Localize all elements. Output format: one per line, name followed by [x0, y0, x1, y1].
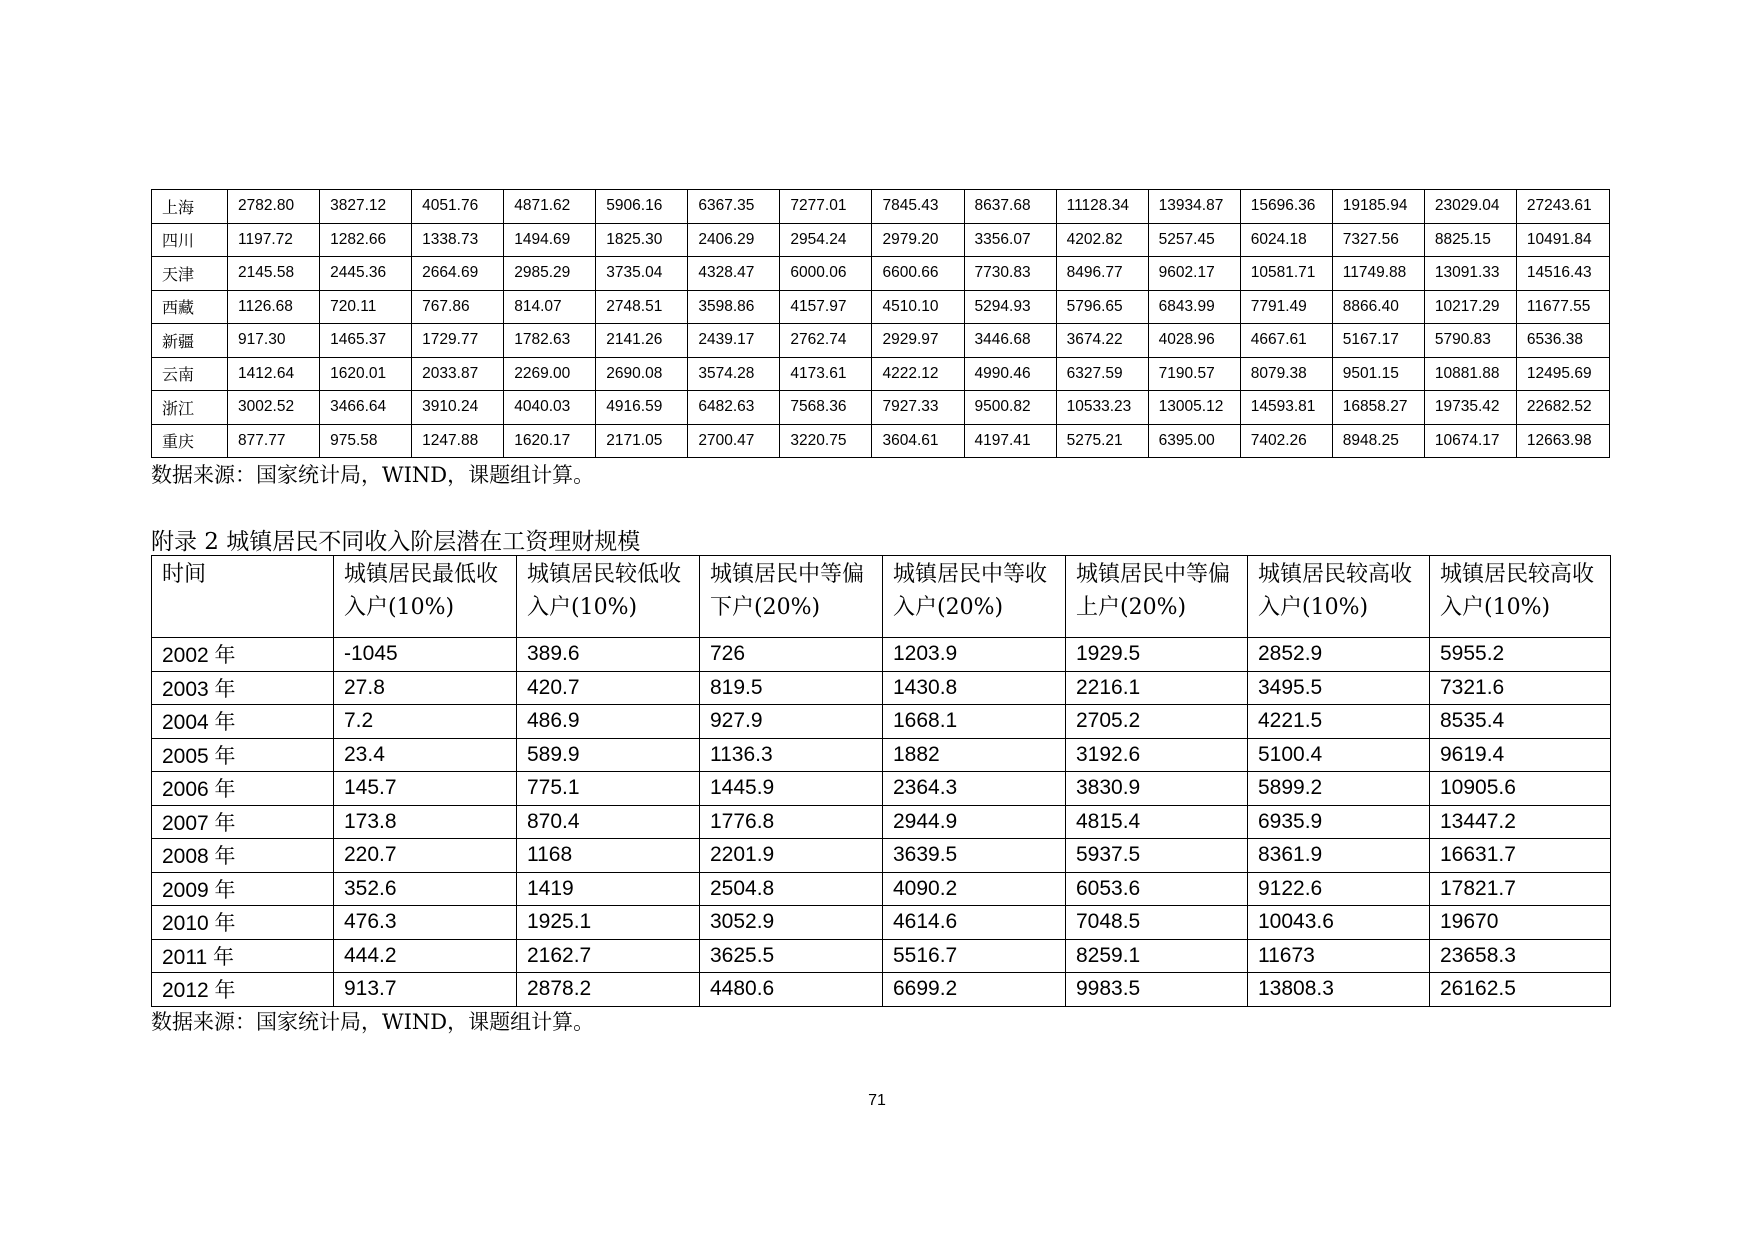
- table-cell: 9500.82: [964, 391, 1056, 425]
- table-cell: 2141.26: [596, 324, 688, 358]
- table-cell: 6024.18: [1240, 223, 1332, 257]
- table-cell: 1494.69: [504, 223, 596, 257]
- table-cell: 5294.93: [964, 290, 1056, 324]
- table-cell: 10217.29: [1424, 290, 1516, 324]
- table-row: [152, 906, 1611, 940]
- table-cell: 10674.17: [1424, 424, 1516, 458]
- province-name: 重庆: [152, 424, 228, 458]
- table-cell: 4040.03: [504, 391, 596, 425]
- table-cell: 2979.20: [872, 223, 964, 257]
- table-cell: 10581.71: [1240, 257, 1332, 291]
- table-cell: 1925.1: [517, 906, 700, 940]
- table-cell: 3910.24: [412, 391, 504, 425]
- table-cell: 16858.27: [1332, 391, 1424, 425]
- table-cell: 3674.22: [1056, 324, 1148, 358]
- table-cell: 145.7: [334, 772, 517, 806]
- table-cell: 4221.5: [1248, 705, 1430, 739]
- table-cell: 4667.61: [1240, 324, 1332, 358]
- province-name: 四川: [152, 223, 228, 257]
- table-cell: 2690.08: [596, 357, 688, 391]
- table-cell: 1430.8: [883, 671, 1066, 705]
- table-cell: 2748.51: [596, 290, 688, 324]
- table-cell: 5796.65: [1056, 290, 1148, 324]
- table-cell: 4028.96: [1148, 324, 1240, 358]
- table-cell: 19670: [1430, 906, 1611, 940]
- table-cell: 1445.9: [700, 772, 883, 806]
- table-cell: 2504.8: [700, 872, 883, 906]
- table-cell: 927.9: [700, 705, 883, 739]
- table-row: [152, 839, 1611, 873]
- table-cell: 476.3: [334, 906, 517, 940]
- table-cell: 6053.6: [1066, 872, 1248, 906]
- table-cell: 870.4: [517, 805, 700, 839]
- table-row: [152, 324, 1610, 358]
- column-header: [152, 556, 334, 638]
- column-header: [334, 556, 517, 638]
- table-cell: 5899.2: [1248, 772, 1430, 806]
- table-cell: 1882: [883, 738, 1066, 772]
- province-name: 浙江: [152, 391, 228, 425]
- table-cell: 13934.87: [1148, 190, 1240, 224]
- table-cell: 1465.37: [320, 324, 412, 358]
- table-cell: 420.7: [517, 671, 700, 705]
- table-row: [152, 257, 1610, 291]
- table-cell: 2145.58: [228, 257, 320, 291]
- table-cell: 10043.6: [1248, 906, 1430, 940]
- table-cell: 6843.99: [1148, 290, 1240, 324]
- table-cell: 2033.87: [412, 357, 504, 391]
- table-cell: 9983.5: [1066, 973, 1248, 1007]
- table-cell: 1168: [517, 839, 700, 873]
- table-cell: 5516.7: [883, 939, 1066, 973]
- table-cell: 3466.64: [320, 391, 412, 425]
- table-cell: 3625.5: [700, 939, 883, 973]
- table-cell: 7845.43: [872, 190, 964, 224]
- table-cell: 6600.66: [872, 257, 964, 291]
- table-cell: 6536.38: [1516, 324, 1609, 358]
- table-cell: 1782.63: [504, 324, 596, 358]
- column-header-line: 城镇居民较低收: [527, 562, 682, 587]
- column-header: [517, 556, 700, 638]
- year-cell: 2010 年: [152, 906, 334, 940]
- province-name: 上海: [152, 190, 228, 224]
- table-cell: 23658.3: [1430, 939, 1611, 973]
- table-cell: 2162.7: [517, 939, 700, 973]
- table-cell: 444.2: [334, 939, 517, 973]
- table-cell: 2216.1: [1066, 671, 1248, 705]
- table-cell: 5790.83: [1424, 324, 1516, 358]
- table-cell: 2439.17: [688, 324, 780, 358]
- table-cell: 11673: [1248, 939, 1430, 973]
- page-number: 71: [868, 1092, 886, 1109]
- table-cell: 2878.2: [517, 973, 700, 1007]
- table-cell: 975.58: [320, 424, 412, 458]
- table-cell: 9619.4: [1430, 738, 1611, 772]
- table-cell: 8637.68: [964, 190, 1056, 224]
- year-cell: 2003 年: [152, 671, 334, 705]
- table-cell: 173.8: [334, 805, 517, 839]
- table-cell: 7927.33: [872, 391, 964, 425]
- table-cell: 8948.25: [1332, 424, 1424, 458]
- table-cell: 2171.05: [596, 424, 688, 458]
- province-data-table: [151, 189, 1610, 458]
- table-cell: 1419: [517, 872, 700, 906]
- table1-source-note: 数据来源：国家统计局，WIND，课题组计算。: [151, 463, 595, 487]
- table-cell: 4222.12: [872, 357, 964, 391]
- table-cell: 4328.47: [688, 257, 780, 291]
- table-cell: 3052.9: [700, 906, 883, 940]
- table-cell: 6935.9: [1248, 805, 1430, 839]
- column-header: [1248, 556, 1430, 638]
- income-class-table: [151, 555, 1611, 1007]
- table-cell: 23.4: [334, 738, 517, 772]
- table-cell: 17821.7: [1430, 872, 1611, 906]
- table-cell: 19735.42: [1424, 391, 1516, 425]
- column-header-line: 时间: [162, 562, 207, 587]
- column-header: [883, 556, 1066, 638]
- table-cell: 8496.77: [1056, 257, 1148, 291]
- table-cell: 1197.72: [228, 223, 320, 257]
- table-cell: 3604.61: [872, 424, 964, 458]
- table-cell: 4157.97: [780, 290, 872, 324]
- table-cell: 3495.5: [1248, 671, 1430, 705]
- table-cell: 4614.6: [883, 906, 1066, 940]
- table-cell: 9602.17: [1148, 257, 1240, 291]
- table-cell: 2705.2: [1066, 705, 1248, 739]
- column-header-line: 入户(10%): [1440, 595, 1551, 620]
- column-header-line: 下户(20%): [710, 595, 821, 620]
- table-cell: 1620.01: [320, 357, 412, 391]
- table-cell: 2700.47: [688, 424, 780, 458]
- table-row: [152, 973, 1611, 1007]
- table-cell: 4480.6: [700, 973, 883, 1007]
- table-cell: 4173.61: [780, 357, 872, 391]
- table-cell: 4202.82: [1056, 223, 1148, 257]
- table-cell: -1045: [334, 638, 517, 672]
- table-cell: 720.11: [320, 290, 412, 324]
- table-cell: 1247.88: [412, 424, 504, 458]
- table-cell: 1338.73: [412, 223, 504, 257]
- table-cell: 6482.63: [688, 391, 780, 425]
- table-cell: 10881.88: [1424, 357, 1516, 391]
- column-header-line: 城镇居民中等偏: [1076, 562, 1231, 587]
- table-cell: 4916.59: [596, 391, 688, 425]
- year-cell: 2008 年: [152, 839, 334, 873]
- table-cell: 7791.49: [1240, 290, 1332, 324]
- table-cell: 5906.16: [596, 190, 688, 224]
- table-cell: 1776.8: [700, 805, 883, 839]
- table-cell: 22682.52: [1516, 391, 1609, 425]
- table-cell: 2445.36: [320, 257, 412, 291]
- table-cell: 14593.81: [1240, 391, 1332, 425]
- column-header-line: 入户(10%): [527, 595, 638, 620]
- table-cell: 1203.9: [883, 638, 1066, 672]
- table-cell: 15696.36: [1240, 190, 1332, 224]
- table-cell: 4090.2: [883, 872, 1066, 906]
- table-row: [152, 357, 1610, 391]
- table-cell: 775.1: [517, 772, 700, 806]
- table-cell: 7402.26: [1240, 424, 1332, 458]
- table-cell: 6327.59: [1056, 357, 1148, 391]
- table-cell: 6000.06: [780, 257, 872, 291]
- table-cell: 913.7: [334, 973, 517, 1007]
- table-cell: 3220.75: [780, 424, 872, 458]
- table-cell: 9501.15: [1332, 357, 1424, 391]
- table-cell: 7190.57: [1148, 357, 1240, 391]
- table-row: [152, 738, 1611, 772]
- table-cell: 7321.6: [1430, 671, 1611, 705]
- year-cell: 2011 年: [152, 939, 334, 973]
- table-cell: 3574.28: [688, 357, 780, 391]
- table-cell: 2929.97: [872, 324, 964, 358]
- table-cell: 7048.5: [1066, 906, 1248, 940]
- table-cell: 27243.61: [1516, 190, 1609, 224]
- column-header-line: 城镇居民中等收: [893, 562, 1048, 587]
- column-header: [1066, 556, 1248, 638]
- table-cell: 726: [700, 638, 883, 672]
- table-cell: 4510.10: [872, 290, 964, 324]
- table-cell: 2201.9: [700, 839, 883, 873]
- table-cell: 6367.35: [688, 190, 780, 224]
- table-cell: 12663.98: [1516, 424, 1609, 458]
- table-cell: 5937.5: [1066, 839, 1248, 873]
- table-cell: 1668.1: [883, 705, 1066, 739]
- table-cell: 7277.01: [780, 190, 872, 224]
- table-cell: 819.5: [700, 671, 883, 705]
- table-cell: 2762.74: [780, 324, 872, 358]
- table-cell: 5100.4: [1248, 738, 1430, 772]
- table-cell: 13447.2: [1430, 805, 1611, 839]
- table-cell: 10491.84: [1516, 223, 1609, 257]
- table-cell: 3827.12: [320, 190, 412, 224]
- table-cell: 6699.2: [883, 973, 1066, 1007]
- table-cell: 23029.04: [1424, 190, 1516, 224]
- column-header-line: 城镇居民较高收: [1440, 562, 1595, 587]
- column-header-line: 城镇居民较高收: [1258, 562, 1413, 587]
- table-cell: 5955.2: [1430, 638, 1611, 672]
- table-cell: 2269.00: [504, 357, 596, 391]
- table-cell: 2664.69: [412, 257, 504, 291]
- year-cell: 2009 年: [152, 872, 334, 906]
- year-cell: 2012 年: [152, 973, 334, 1007]
- table-cell: 1412.64: [228, 357, 320, 391]
- table-cell: 3192.6: [1066, 738, 1248, 772]
- table-cell: 3598.86: [688, 290, 780, 324]
- table-cell: 5167.17: [1332, 324, 1424, 358]
- table-cell: 3356.07: [964, 223, 1056, 257]
- table-cell: 19185.94: [1332, 190, 1424, 224]
- table-cell: 8079.38: [1240, 357, 1332, 391]
- table-cell: 12495.69: [1516, 357, 1609, 391]
- table-row: [152, 190, 1610, 224]
- year-cell: 2007 年: [152, 805, 334, 839]
- table-cell: 7.2: [334, 705, 517, 739]
- column-header-line: 城镇居民最低收: [344, 562, 499, 587]
- table-cell: 486.9: [517, 705, 700, 739]
- table-cell: 14516.43: [1516, 257, 1609, 291]
- year-cell: 2005 年: [152, 738, 334, 772]
- year-cell: 2004 年: [152, 705, 334, 739]
- table-row: [152, 939, 1611, 973]
- table-row: [152, 705, 1611, 739]
- table-cell: 8866.40: [1332, 290, 1424, 324]
- table-cell: 389.6: [517, 638, 700, 672]
- table-row: [152, 290, 1610, 324]
- province-name: 西藏: [152, 290, 228, 324]
- table-cell: 877.77: [228, 424, 320, 458]
- table-cell: 11677.55: [1516, 290, 1609, 324]
- province-name: 云南: [152, 357, 228, 391]
- province-name: 新疆: [152, 324, 228, 358]
- table-cell: 3735.04: [596, 257, 688, 291]
- table-cell: 220.7: [334, 839, 517, 873]
- table-cell: 7568.36: [780, 391, 872, 425]
- table-cell: 2944.9: [883, 805, 1066, 839]
- table-cell: 13005.12: [1148, 391, 1240, 425]
- column-header-line: 城镇居民中等偏: [710, 562, 865, 587]
- table-cell: 26162.5: [1430, 973, 1611, 1007]
- table-cell: 8825.15: [1424, 223, 1516, 257]
- table-cell: 2985.29: [504, 257, 596, 291]
- table-cell: 11749.88: [1332, 257, 1424, 291]
- table-row: [152, 424, 1610, 458]
- table-cell: 4871.62: [504, 190, 596, 224]
- table-cell: 352.6: [334, 872, 517, 906]
- table-cell: 2782.80: [228, 190, 320, 224]
- table-cell: 10905.6: [1430, 772, 1611, 806]
- table-cell: 917.30: [228, 324, 320, 358]
- table-cell: 1929.5: [1066, 638, 1248, 672]
- province-name: 天津: [152, 257, 228, 291]
- table-cell: 3639.5: [883, 839, 1066, 873]
- table-cell: 2406.29: [688, 223, 780, 257]
- table-cell: 10533.23: [1056, 391, 1148, 425]
- table-cell: 13091.33: [1424, 257, 1516, 291]
- table-cell: 1825.30: [596, 223, 688, 257]
- table-cell: 589.9: [517, 738, 700, 772]
- table-cell: 4051.76: [412, 190, 504, 224]
- table-cell: 814.07: [504, 290, 596, 324]
- table-cell: 3002.52: [228, 391, 320, 425]
- table-cell: 1282.66: [320, 223, 412, 257]
- table2-source-note: 数据来源：国家统计局，WIND，课题组计算。: [151, 1010, 595, 1034]
- table-cell: 1620.17: [504, 424, 596, 458]
- table-cell: 8259.1: [1066, 939, 1248, 973]
- table-cell: 11128.34: [1056, 190, 1148, 224]
- table-row: [152, 223, 1610, 257]
- table-cell: 2954.24: [780, 223, 872, 257]
- table-cell: 7327.56: [1332, 223, 1424, 257]
- column-header-line: 上户(20%): [1076, 595, 1187, 620]
- table-cell: 2364.3: [883, 772, 1066, 806]
- table-cell: 2852.9: [1248, 638, 1430, 672]
- table-row: [152, 805, 1611, 839]
- table-cell: 8535.4: [1430, 705, 1611, 739]
- table-row: [152, 772, 1611, 806]
- column-header-line: 入户(20%): [893, 595, 1004, 620]
- table-cell: 5257.45: [1148, 223, 1240, 257]
- appendix-2-title: 附录 2 城镇居民不同收入阶层潜在工资理财规模: [151, 529, 641, 555]
- table-cell: 6395.00: [1148, 424, 1240, 458]
- table-row: [152, 671, 1611, 705]
- table-cell: 13808.3: [1248, 973, 1430, 1007]
- table-cell: 4197.41: [964, 424, 1056, 458]
- table-cell: 1126.68: [228, 290, 320, 324]
- column-header-line: 入户(10%): [1258, 595, 1369, 620]
- table-cell: 1136.3: [700, 738, 883, 772]
- table-cell: 9122.6: [1248, 872, 1430, 906]
- table-cell: 3446.68: [964, 324, 1056, 358]
- table-cell: 7730.83: [964, 257, 1056, 291]
- table-cell: 3830.9: [1066, 772, 1248, 806]
- table-cell: 4815.4: [1066, 805, 1248, 839]
- table-row: [152, 638, 1611, 672]
- year-cell: 2006 年: [152, 772, 334, 806]
- year-cell: 2002 年: [152, 638, 334, 672]
- table-cell: 1729.77: [412, 324, 504, 358]
- column-header-line: 入户(10%): [344, 595, 455, 620]
- column-header: [700, 556, 883, 638]
- table-cell: 5275.21: [1056, 424, 1148, 458]
- table-cell: 767.86: [412, 290, 504, 324]
- table-cell: 4990.46: [964, 357, 1056, 391]
- column-header: [1430, 556, 1611, 638]
- table-cell: 27.8: [334, 671, 517, 705]
- table-cell: 16631.7: [1430, 839, 1611, 873]
- table-row: [152, 391, 1610, 425]
- table-row: [152, 872, 1611, 906]
- table-cell: 8361.9: [1248, 839, 1430, 873]
